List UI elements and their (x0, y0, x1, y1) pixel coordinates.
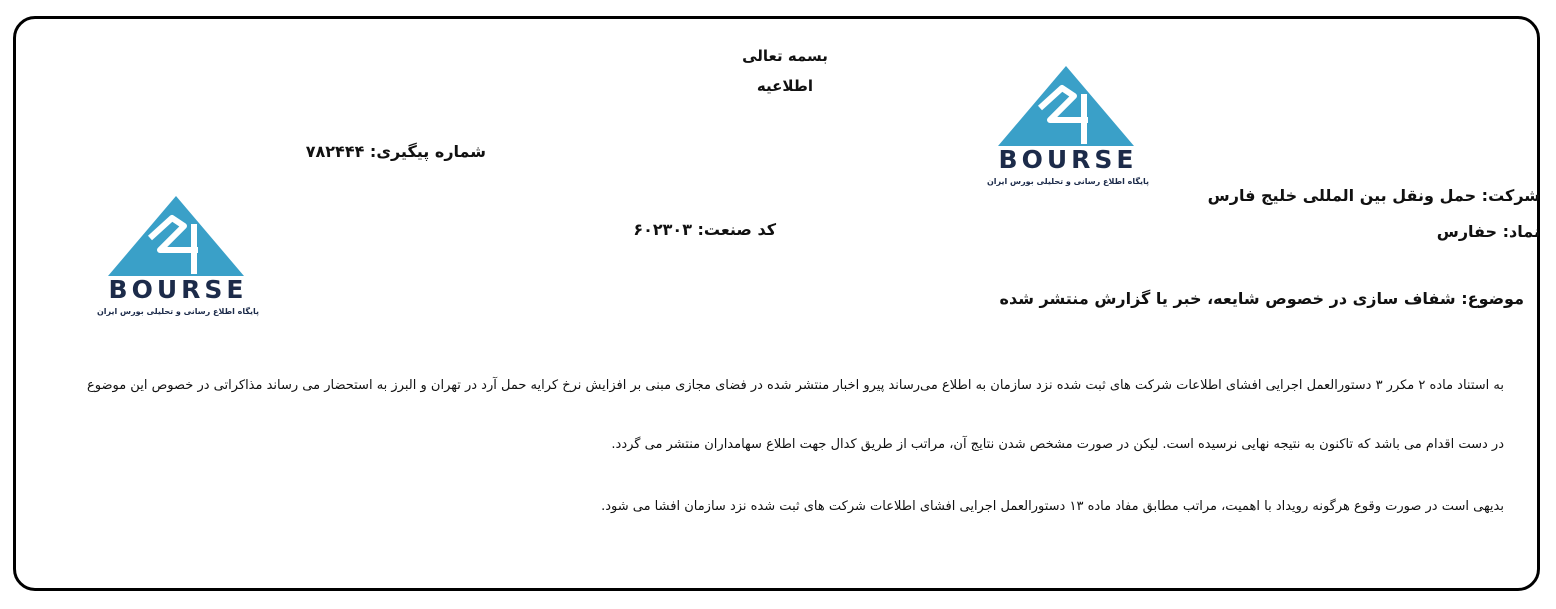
logo-caption: پایگاه اطلاع رسانی و تحلیلی بورس ایران (986, 177, 1150, 186)
industry-code: کد صنعت: ۶۰۲۳۰۳ (633, 220, 776, 239)
logo-word: BOURSE (108, 275, 248, 304)
logo-caption: پایگاه اطلاع رسانی و تحلیلی بورس ایران (96, 307, 260, 316)
bismillah-heading: بسمه تعالی (742, 47, 828, 65)
body-paragraph-1: به استناد ماده ۲ مکرر ۳ دستورالعمل اجرایی افشای اطلاعات شرکت های ثبت شده نزد سازمان به اطلاع می‌رساند پیرو اخبار منتشر شده در فضای مجازی مبنی بر افزایش نرخ کرایه حمل آرد در تهران و البرز به استحضار می رساند مذاکراتی در خصوص این موضوع (86, 378, 1504, 393)
bourse-logo (966, 64, 1170, 190)
bourse-logo (76, 194, 280, 320)
ticker-symbol: نماد: حفارس (1436, 222, 1540, 241)
subject-line: موضوع: شفاف سازی در خصوص شایعه، خبر یا گزارش منتشر شده (999, 289, 1524, 308)
body-paragraph-3: بدیهی است در صورت وقوع هرگونه رویداد با اهمیت، مراتب مطابق مفاد ماده ۱۳ دستورالعمل اجرایی افشای اطلاعات شرکت های ثبت شده نزد سازمان افشا می شود. (601, 499, 1504, 514)
logo-word: BOURSE (998, 145, 1138, 174)
body-paragraph-2: در دست اقدام می باشد که تاکنون به نتیجه نهایی نرسیده است. لیکن در صورت مشخص شدن نتایج آن، مراتب از طریق کدال جهت اطلاع سهامداران منتشر می گردد. (611, 437, 1504, 452)
tracking-number: شماره پیگیری: ۷۸۲۴۴۴ (305, 142, 486, 161)
company-name: شرکت: حمل ونقل بین المللی خلیج فارس (1207, 186, 1540, 205)
notice-title: اطلاعیه (756, 77, 814, 95)
